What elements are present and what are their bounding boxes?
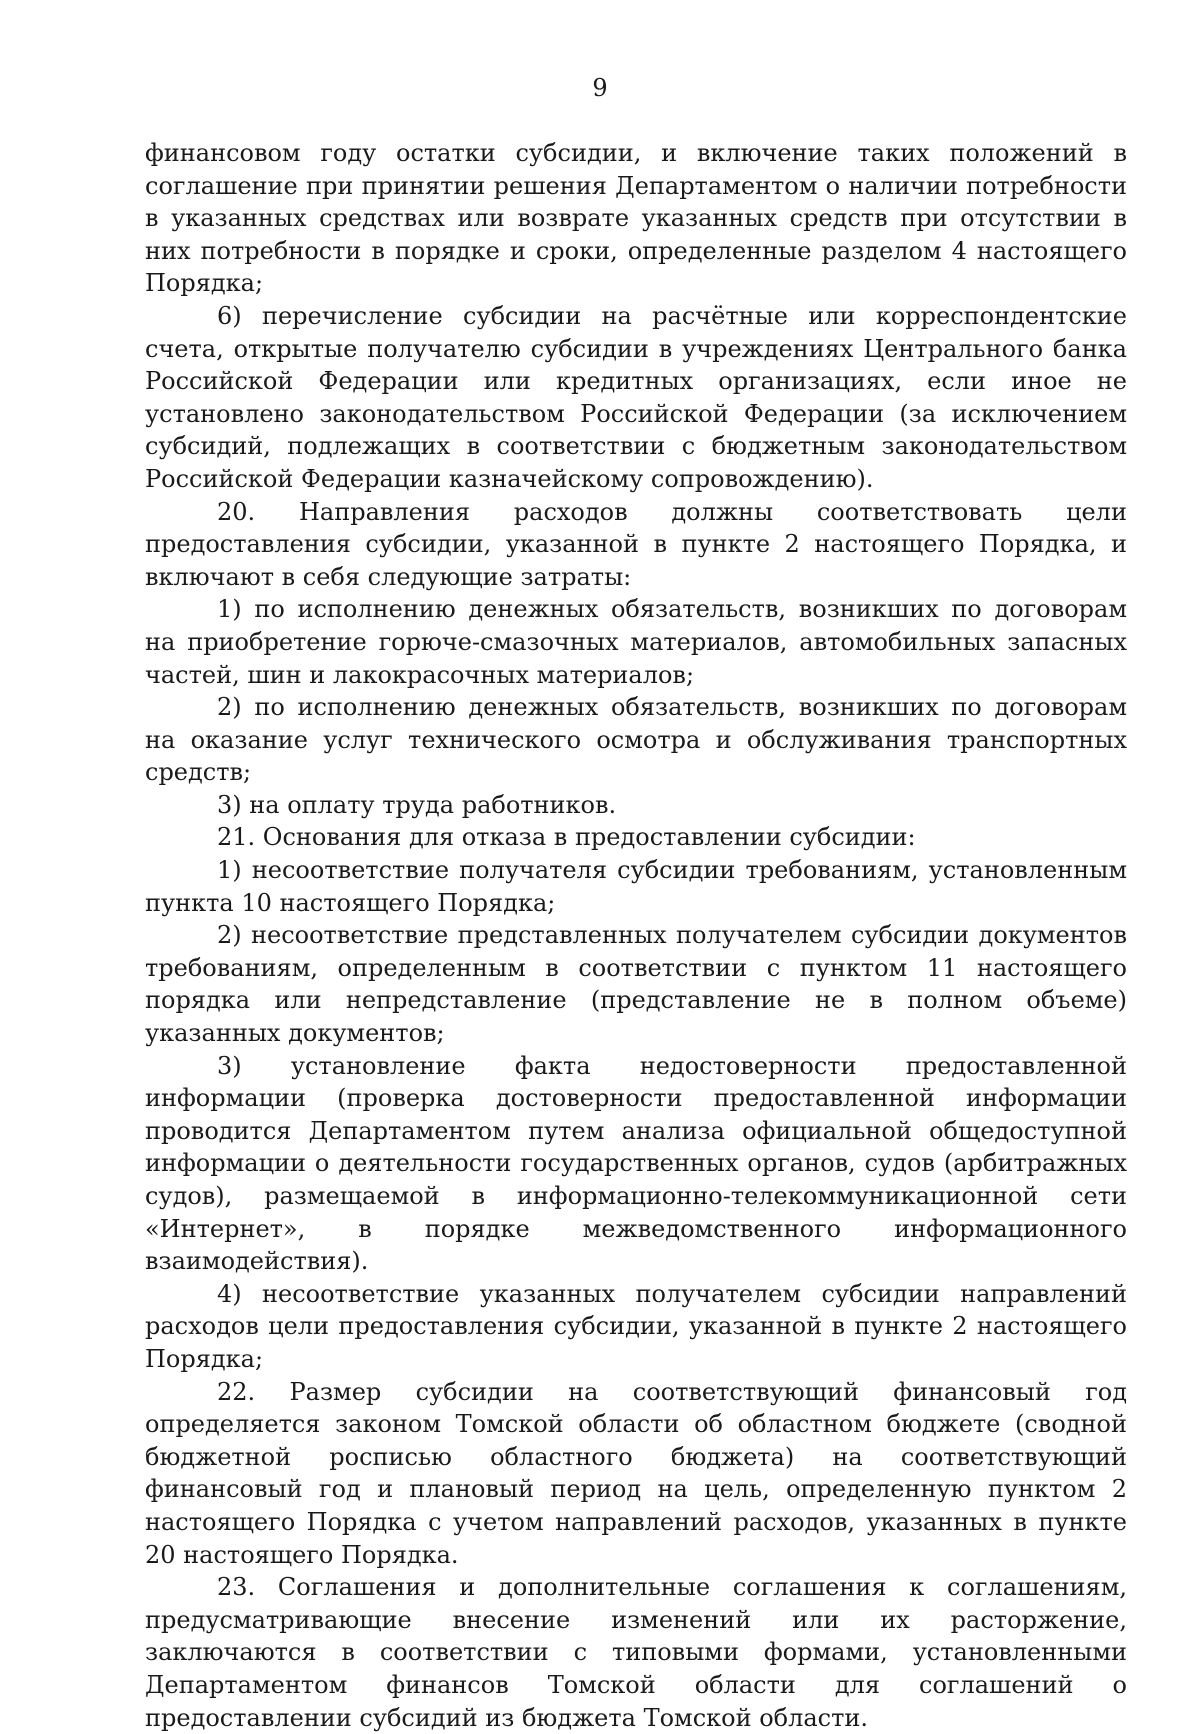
paragraph-21-item-2: 2) несоответствие представленных получателем субсидии документов требованиям, определенным в соответствии с пунктом 11 настоящего порядка или непредставление (представление не в полном объеме) указанных документов; [145,921,1127,1048]
paragraph-21-item-1: 1) несоответствие получателя субсидии требованиям, установленным пункта 10 настоящего Порядка; [145,856,1127,917]
paragraph-continuation: финансовом году остатки субсидии, и включение таких положений в соглашение при принятии решения Департаментом о наличии потребности в указанных средствах или возврате указанных средств при отсутствии в них потребности в порядке и сроки, определенные разделом 4 настоящего Порядка; [145,139,1127,298]
paragraph-21-item-3: 3) установление факта недостоверности предоставленной информации (проверка достоверности предоставленной информации проводится Департаментом путем анализа официальной общедоступной информации о деятельности государственных органов, судов (арбитражных судов), размещаемой в информационно-телекоммуникационной сети «Интернет», в порядке межведомственного информационного взаимодействия). [145,1051,1127,1276]
paragraph-20-item-1: 1) по исполнению денежных обязательств, возникших по договорам на приобретение горюче-смазочных материалов, автомобильных запасных частей, шин и лакокрасочных материалов; [145,595,1127,689]
document-body [145,137,1127,1734]
paragraph-20-item-3: 3) на оплату труда работников. [217,790,617,819]
paragraph-21-item-4: 4) несоответствие указанных получателем субсидии направлений расходов цели предоставления субсидии, указанной в пункте 2 настоящего Порядка; [145,1279,1127,1373]
page-number: 9 [592,74,608,102]
paragraph-section-23: 23. Соглашения и дополнительные соглашения к соглашениям, предусматривающие внесение изменений или их расторжение, заключаются в соответствии с типовыми формами, установленными Департаментом финансов Томской области для соглашений о предоставлении субсидий из бюджета Томской области. [145,1573,1127,1732]
paragraph-section-20: 20. Направления расходов должны соответствовать цели предоставления субсидии, указанной в пункте 2 настоящего Порядка, и включают в себя следующие затраты: [145,497,1127,591]
paragraph-20-item-2: 2) по исполнению денежных обязательств, возникших по договорам на оказание услуг технического осмотра и обслуживания транспортных средств; [145,693,1127,787]
paragraph-section-22: 22. Размер субсидии на соответствующий финансовый год определяется законом Томской области об областном бюджете (сводной бюджетной росписью областного бюджета) на соответствующий финансовый год и плановый период на цель, определенную пунктом 2 настоящего Порядка с учетом направлений расходов, указанных в пункте 20 настоящего Порядка. [145,1377,1127,1569]
paragraph-item-6: 6) перечисление субсидии на расчётные или корреспондентские счета, открытые получателю субсидии в учреждениях Центрального банка Российской Федерации или кредитных организациях, если иное не установлено законодательством Российской Федерации (за исключением субсидий, подлежащих в соответствии с бюджетным законодательством Российской Федерации казначейскому сопровождению). [145,301,1127,493]
paragraph-section-21: 21. Основания для отказа в предоставлении субсидии: [217,823,916,852]
